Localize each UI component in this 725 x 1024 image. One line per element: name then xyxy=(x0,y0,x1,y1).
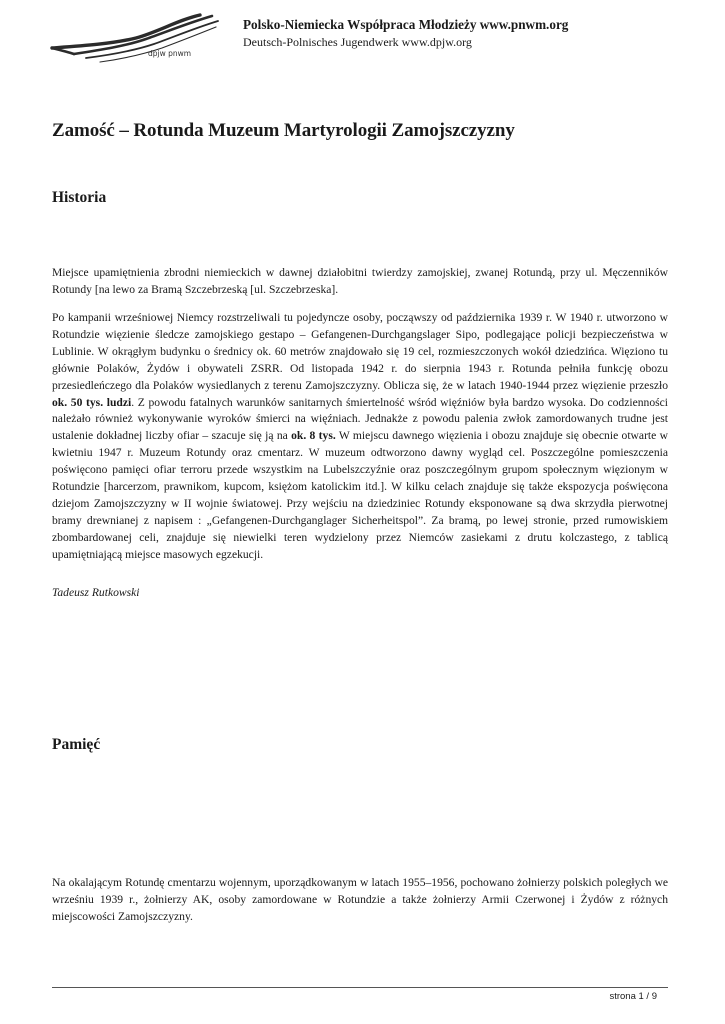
header-dpjw-line: Deutsch-Polnisches Jugendwerk www.dpjw.org xyxy=(243,35,472,49)
author-name: Tadeusz Rutkowski xyxy=(52,586,140,599)
text-run: Na okalającym Rotundę cmentarzu wojennym, uporządkowanym w latach 1955–1956, pochowano żołnierzy polskich poległych we wrześniu 1939 r., żołnierzy AK, osoby zamordowane w Rotundzie a także żołnierzy Armii Czerwonej i Żydów z różnych miejscowości Zamojszczyzny. xyxy=(52,876,668,923)
emphasized-text: ok. 50 tys. ludzi xyxy=(52,395,132,409)
text-run: Po kampanii wrześniowej Niemcy rozstrzeliwali tu pojedyncze osoby, począwszy od października 1939 r. W 1940 r. utworzono w Rotundzie więzienie śledcze zamojskiego gestapo – Gefangenen-Durchgangslager Sipo, podlegające policji bezpieczeństwa w Lublinie. W okrągłym budynku o średnicy ok. 60 metrów znajdowało się 19 cel, rozmieszczonych wokół dziedzińca. Więziono tu głównie Polaków, Żydów i obywateli ZSRR. Od listopada 1942 r. do sierpnia 1943 r. Rotunda pełniła funkcję obozu przesiedleńczego dla Polaków wysiedlanych z terenu Zamojszczyzny. Oblicza się, że w latach 1940-1944 przez więzienie przeszło xyxy=(52,311,668,392)
footer-divider xyxy=(52,987,668,988)
text-run: . Z powodu fatalnych warunków sanitarnych śmiertelność wśród więźniów była bardzo wysoka. Do codzienności należało również wykonywanie wyroków śmierci na więźniach. Jednakże z powodu palenia zwłok zamordowanych trudne jest ustalenie dokładnej liczby ofiar – szacuje się ją na xyxy=(52,395,668,443)
paragraph-pamiec-1 xyxy=(52,875,668,926)
text-run: Miejsce upamiętnienia zbrodni niemieckich w dawnej działobitni twierdzy zamojskiej, zwanej Rotundą, przy ul. Męczenników Rotundy [na lewo za Bramą Szczebrzeską [ul. Szczebrzeska]. xyxy=(52,266,668,296)
pnwm-dpjw-logo xyxy=(50,12,220,68)
logo-text: dpjw pnwm xyxy=(148,49,192,58)
section-heading-pamiec: Pamięć xyxy=(52,736,101,753)
page-title: Zamość – Rotunda Muzeum Martyrologii Zamojszczyzny xyxy=(52,120,515,141)
paragraph-historia-1 xyxy=(52,265,668,299)
paragraph-historia-2 xyxy=(52,310,668,564)
text-run: W miejscu dawnego więzienia i obozu znajduje się obecnie otwarte w kwietniu 1947 r. Muzeum Rotundy oraz cmentarz. W muzeum odtworzono dawny wygląd cel. Poszczególne pomieszczenia poświęcono pamięci ofiar terroru przede wszystkim na Lubelszczyźnie oraz poszczególnym grupom społecznym więzionym w Rotundzie [harcerzom, prawnikom, kupcom, księżom katolickim itd.]. W kilku celach znajduje się także ekspozycja poświęcona dziejom Zamojszczyzny w II wojnie światowej. Przy wejściu na dziedziniec Rotundy eksponowane są dwa skrzydła pierwotnej bramy drewnianej z napisem : „Gefangenen-Durchganglager Sicherheitspol”. Za bramą, po lewej stronie, przed rumowiskiem zbombardowanej celi, znajduje się niewielki teren wydzielony przez Niemców zasiekami z drutu kolczastego, z tablicą upamiętniającą miejsce masowych egzekucji. xyxy=(52,429,668,561)
header-pnwm-line: Polsko-Niemiecka Współpraca Młodzieży www.pnwm.org xyxy=(243,17,569,32)
emphasized-text: ok. 8 tys. xyxy=(291,429,336,443)
section-heading-historia: Historia xyxy=(52,189,107,206)
site-header xyxy=(243,15,673,51)
page-number: strona 1 / 9 xyxy=(609,991,657,1002)
